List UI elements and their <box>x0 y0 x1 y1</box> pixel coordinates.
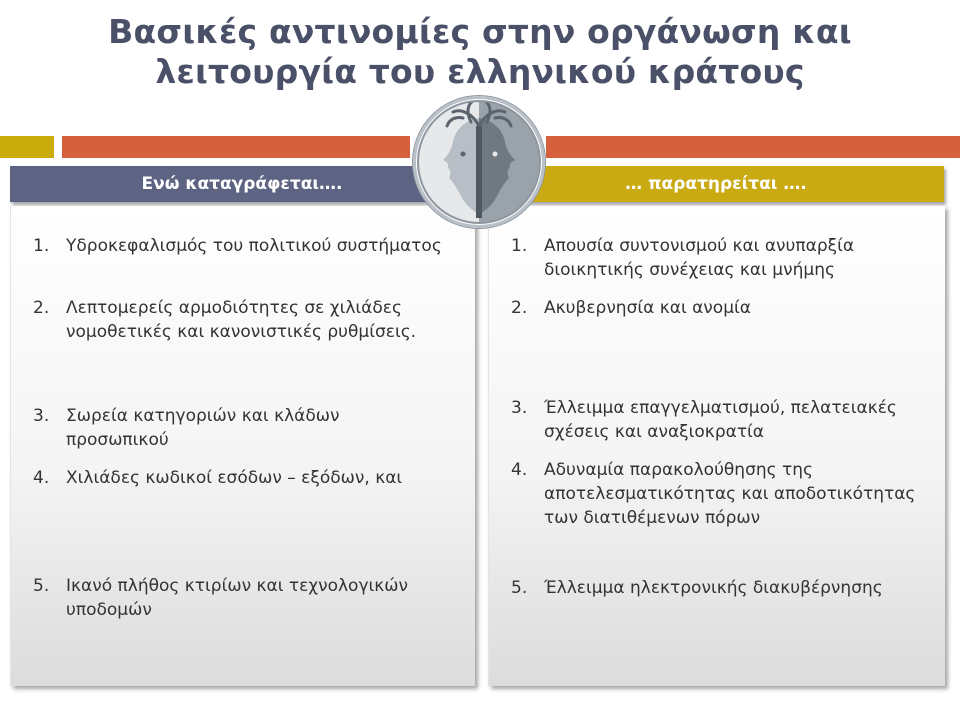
list-item-text: Λεπτομερείς αρμοδιότητες σε χιλιάδες νομοθετικές και κανονιστικές ρυθμίσεις. <box>66 298 417 342</box>
slide-title <box>60 12 900 92</box>
list-item <box>33 574 463 622</box>
list-item-number: 5. <box>33 576 50 596</box>
accent-bar-gold <box>0 136 54 158</box>
list-item-text: Χιλιάδες κωδικοί εσόδων – εξόδων, και <box>66 468 403 488</box>
list-item <box>511 296 931 320</box>
list-item <box>511 396 931 444</box>
list-item-text: Έλλειμμα επαγγελματισμού, πελατειακές σχέσεις και αναξιοκρατία <box>544 398 897 442</box>
left-column-header: Ενώ καταγράφεται…. <box>10 166 474 202</box>
list-item-number: 2. <box>33 298 50 318</box>
list-item-number: 4. <box>33 468 50 488</box>
accent-bar-red-right <box>546 136 960 158</box>
list-item <box>33 466 463 490</box>
list-item-number: 2. <box>511 298 528 318</box>
list-item-number: 3. <box>511 398 528 418</box>
right-list-panel <box>488 206 945 686</box>
list-item <box>511 458 931 530</box>
list-item-text: Ικανό πλήθος κτιρίων και τεχνολογικών υποδομών <box>66 576 409 620</box>
right-column-header: … παρατηρείται …. <box>488 166 944 202</box>
accent-bar-red-left <box>62 136 410 158</box>
list-item <box>33 234 463 258</box>
list-item-text: Σωρεία κατηγοριών και κλάδων προσωπικού <box>66 406 340 450</box>
list-item <box>511 234 931 282</box>
list-item-number: 5. <box>511 578 528 598</box>
list-item <box>33 296 473 344</box>
title-line-1: Βασικές αντινομίες στην οργάνωση και <box>108 12 852 51</box>
list-item-text: Υδροκεφαλισμός του πολιτικού συστήματος <box>66 236 442 256</box>
list-item <box>511 576 941 600</box>
list-item-number: 3. <box>33 406 50 426</box>
list-item-number: 1. <box>511 236 528 256</box>
list-item-text: Ακυβερνησία και ανομία <box>544 298 751 318</box>
emblem <box>413 96 545 228</box>
list-item-text: Έλλειμμα ηλεκτρονικής διακυβέρνησης <box>544 578 883 598</box>
list-item-text: Απουσία συντονισμού και ανυπαρξία διοικητικής συνέχειας και μνήμης <box>544 236 855 280</box>
list-item <box>33 404 433 452</box>
list-item-number: 1. <box>33 236 50 256</box>
list-item-number: 4. <box>511 460 528 480</box>
title-line-2: λειτουργία του ελληνικού κράτους <box>155 52 805 91</box>
list-item-text: Αδυναμία παρακολούθησης της αποτελεσματικότητας και αποδοτικότητας των διατιθέμενων πόρων <box>544 460 916 528</box>
left-list-panel <box>10 206 475 686</box>
janus-heads-icon <box>413 96 545 228</box>
